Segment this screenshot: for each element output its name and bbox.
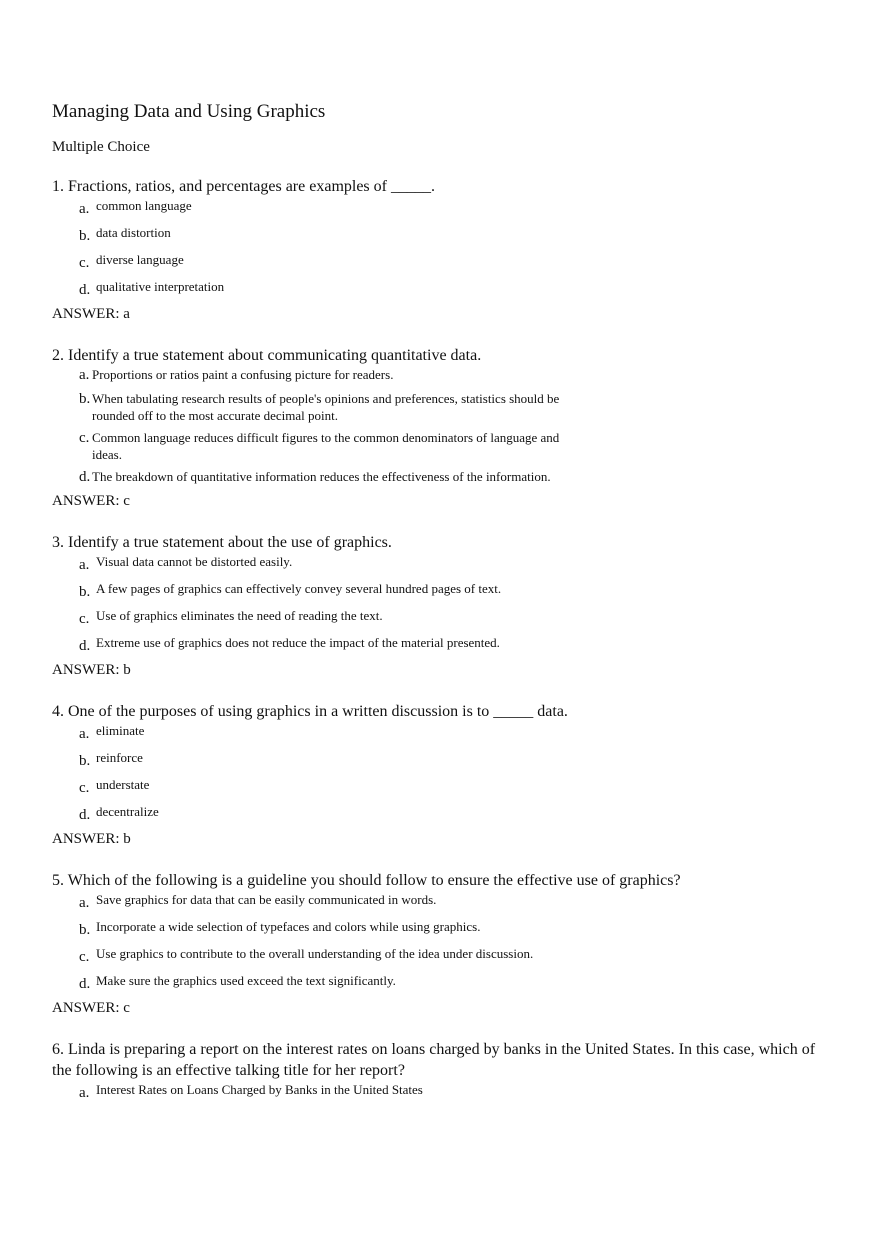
answer-key: ANSWER: c	[52, 1000, 130, 1016]
question-stem: 2. Identify a true statement about communicating quantitative data.	[52, 347, 482, 364]
answer-key: ANSWER: c	[52, 493, 130, 509]
option-list	[79, 891, 832, 994]
option-text: diverse language	[96, 252, 184, 267]
option-text: reinforce	[96, 750, 143, 765]
option-text: Use graphics to contribute to the overall understanding of the idea under discussion.	[96, 946, 534, 961]
question-stem: 1. Fractions, ratios, and percentages are examples of _____.	[52, 178, 435, 195]
option-letter: a.	[79, 557, 90, 573]
document-page	[52, 100, 832, 1124]
option-c	[79, 251, 832, 273]
question-3	[52, 532, 832, 680]
option-letter: c.	[79, 611, 90, 627]
section-title: Multiple Choice	[52, 139, 150, 155]
option-a	[79, 722, 832, 744]
option-letter: d.	[79, 638, 91, 654]
answer-key: ANSWER: b	[52, 831, 131, 847]
question-stem: 5. Which of the following is a guideline you should follow to ensure the effective use of graphics?	[52, 872, 681, 889]
option-letter: c.	[79, 780, 90, 796]
option-text: Make sure the graphics used exceed the text significantly.	[96, 973, 396, 988]
question-stem: 3. Identify a true statement about the use of graphics.	[52, 534, 392, 551]
option-text: When tabulating research results of people's opinions and preferences, statistics should be rounded off to the most accurate decimal point.	[92, 391, 560, 423]
option-c	[79, 776, 832, 798]
option-letter: b.	[79, 228, 91, 244]
option-d	[79, 634, 832, 656]
option-letter: b.	[79, 922, 91, 938]
option-b	[79, 390, 832, 424]
option-c	[79, 607, 832, 629]
option-text: Save graphics for data that can be easily communicated in words.	[96, 892, 437, 907]
option-b	[79, 749, 832, 771]
question-5	[52, 870, 832, 1018]
option-b	[79, 918, 832, 940]
option-letter: c.	[79, 255, 90, 271]
option-text: Visual data cannot be distorted easily.	[96, 554, 293, 569]
option-text: qualitative interpretation	[96, 279, 225, 294]
option-letter: d.	[79, 282, 91, 298]
option-a	[79, 553, 832, 575]
option-letter: d.	[79, 469, 91, 485]
option-list	[79, 722, 832, 825]
question-6	[52, 1039, 832, 1103]
answer-key: ANSWER: b	[52, 662, 131, 678]
option-letter: d.	[79, 807, 91, 823]
option-text: eliminate	[96, 723, 145, 738]
option-a	[79, 891, 832, 913]
option-letter: d.	[79, 976, 91, 992]
option-letter: b.	[79, 584, 91, 600]
option-text: The breakdown of quantitative information reduces the effectiveness of the information.	[92, 469, 551, 484]
question-2	[52, 345, 832, 511]
option-text: Common language reduces difficult figures to the common denominators of language and ideas.	[92, 430, 560, 462]
option-text: understate	[96, 777, 150, 792]
option-text: data distortion	[96, 225, 171, 240]
option-text: A few pages of graphics can effectively convey several hundred pages of text.	[96, 581, 502, 596]
question-stem: 6. Linda is preparing a report on the interest rates on loans charged by banks in the United States. In this case, which of the following is an effective talking title for her report?	[52, 1041, 816, 1079]
option-list	[79, 553, 832, 656]
option-b	[79, 580, 832, 602]
option-list	[79, 1081, 832, 1103]
option-letter: a.	[79, 726, 90, 742]
option-letter: a.	[79, 1085, 90, 1101]
option-text: Interest Rates on Loans Charged by Banks in the United States	[96, 1082, 423, 1097]
question-4	[52, 701, 832, 849]
option-d	[79, 278, 832, 300]
option-list	[79, 366, 832, 487]
question-1	[52, 176, 832, 324]
document-title: Managing Data and Using Graphics	[52, 101, 326, 122]
option-text: Use of graphics eliminates the need of reading the text.	[96, 608, 383, 623]
option-c	[79, 945, 832, 967]
answer-key: ANSWER: a	[52, 306, 130, 322]
option-a	[79, 366, 832, 385]
option-letter: a.	[79, 367, 90, 383]
option-text: common language	[96, 198, 192, 213]
option-text: Extreme use of graphics does not reduce the impact of the material presented.	[96, 635, 500, 650]
option-list	[79, 197, 832, 300]
option-d	[79, 803, 832, 825]
option-letter: c.	[79, 949, 90, 965]
option-letter: b.	[79, 391, 91, 407]
option-letter: b.	[79, 753, 91, 769]
option-letter: a.	[79, 201, 90, 217]
option-text: Incorporate a wide selection of typefaces and colors while using graphics.	[96, 919, 481, 934]
option-a	[79, 197, 832, 219]
option-d	[79, 468, 832, 487]
option-letter: a.	[79, 895, 90, 911]
option-text: Proportions or ratios paint a confusing picture for readers.	[92, 367, 394, 382]
option-text: decentralize	[96, 804, 159, 819]
option-d	[79, 972, 832, 994]
option-c	[79, 429, 832, 463]
option-letter: c.	[79, 430, 90, 446]
option-a	[79, 1081, 832, 1103]
question-stem: 4. One of the purposes of using graphics in a written discussion is to _____ data.	[52, 703, 568, 720]
option-b	[79, 224, 832, 246]
